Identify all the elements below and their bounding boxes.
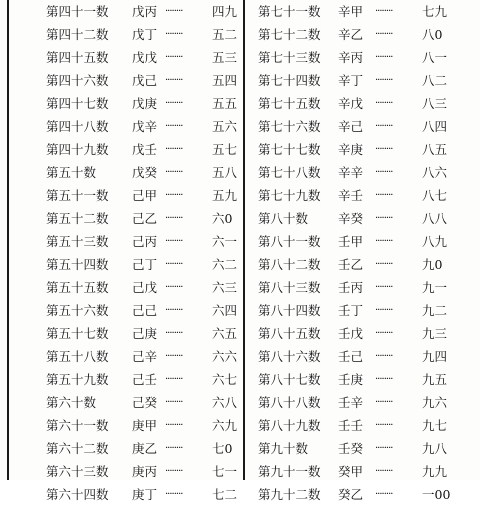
dot-leader: ········ — [165, 167, 183, 178]
left-border-line — [7, 0, 9, 480]
ganzhi-pair: 戊丙 — [132, 4, 158, 19]
table-row — [258, 437, 458, 460]
ganzhi-pair: 壬壬 — [338, 418, 364, 433]
ganzhi-pair: 壬甲 — [338, 234, 364, 249]
ganzhi-pair: 戊己 — [132, 73, 158, 88]
dot-leader: ········ — [375, 259, 393, 270]
table-row — [46, 161, 276, 184]
dot-leader: ········ — [375, 121, 393, 132]
dot-leader: ········ — [375, 6, 393, 17]
value-number: 五二 — [212, 27, 238, 42]
table-row — [258, 299, 458, 322]
dot-leader: ········ — [165, 98, 183, 109]
value-number: 六五 — [212, 326, 238, 341]
dot-leader: ········ — [165, 328, 183, 339]
dot-leader: ········ — [375, 282, 393, 293]
ganzhi-pair: 癸甲 — [338, 464, 364, 479]
value-number: 九八 — [422, 441, 448, 456]
table-row — [46, 414, 276, 437]
value-number: 九0 — [422, 257, 443, 272]
ganzhi-pair: 壬丙 — [338, 280, 364, 295]
value-number: 八八 — [422, 211, 448, 226]
table-row — [258, 184, 458, 207]
number-label: 第八十三数 — [258, 280, 321, 295]
number-label: 第五十三数 — [46, 234, 109, 249]
number-label: 第六十三数 — [46, 464, 109, 479]
number-label: 第七十八数 — [258, 165, 321, 180]
left-column — [46, 0, 276, 506]
ganzhi-pair: 壬丁 — [338, 303, 364, 318]
number-label: 第四十二数 — [46, 27, 109, 42]
value-number: 八三 — [422, 96, 448, 111]
ganzhi-pair: 辛壬 — [338, 188, 364, 203]
ganzhi-pair: 壬戊 — [338, 326, 364, 341]
number-label: 第五十四数 — [46, 257, 109, 272]
value-number: 七一 — [212, 464, 238, 479]
value-number: 九七 — [422, 418, 448, 433]
value-number: 八二 — [422, 73, 448, 88]
ganzhi-pair: 壬庚 — [338, 372, 364, 387]
number-label: 第四十一数 — [46, 4, 109, 19]
table-row — [46, 483, 276, 506]
dot-leader: ········ — [165, 75, 183, 86]
dot-leader: ········ — [165, 374, 183, 385]
number-label: 第七十六数 — [258, 119, 321, 134]
number-label: 第九十数 — [258, 441, 309, 456]
dot-leader: ········ — [375, 489, 393, 500]
dot-leader: ········ — [375, 213, 393, 224]
table-row — [46, 276, 276, 299]
table-row — [258, 115, 458, 138]
number-label: 第八十九数 — [258, 418, 321, 433]
dot-leader: ········ — [165, 259, 183, 270]
dot-leader: ········ — [375, 52, 393, 63]
value-number: 八六 — [422, 165, 448, 180]
number-label: 第七十二数 — [258, 27, 321, 42]
dot-leader: ········ — [165, 121, 183, 132]
dot-leader: ········ — [165, 443, 183, 454]
table-row — [258, 322, 458, 345]
table-row — [258, 391, 458, 414]
table-row — [258, 23, 458, 46]
table-row — [46, 138, 276, 161]
dot-leader: ········ — [375, 328, 393, 339]
value-number: 九二 — [422, 303, 448, 318]
ganzhi-pair: 辛乙 — [338, 27, 364, 42]
number-label: 第五十八数 — [46, 349, 109, 364]
ganzhi-pair: 己丁 — [132, 257, 158, 272]
value-number: 六0 — [212, 211, 233, 226]
ganzhi-pair: 癸乙 — [338, 487, 364, 502]
ganzhi-pair: 辛己 — [338, 119, 364, 134]
value-number: 八九 — [422, 234, 448, 249]
number-label: 第九十一数 — [258, 464, 321, 479]
ganzhi-pair: 己己 — [132, 303, 158, 318]
number-label: 第八十四数 — [258, 303, 321, 318]
dot-leader: ········ — [165, 466, 183, 477]
ganzhi-pair: 辛丁 — [338, 73, 364, 88]
ganzhi-pair: 壬辛 — [338, 395, 364, 410]
table-row — [46, 46, 276, 69]
value-number: 九三 — [422, 326, 448, 341]
table-row — [46, 437, 276, 460]
number-label: 第七十七数 — [258, 142, 321, 157]
number-label: 第四十七数 — [46, 96, 109, 111]
table-row — [46, 0, 276, 23]
ganzhi-pair: 庚甲 — [132, 418, 158, 433]
ganzhi-pair: 戊癸 — [132, 165, 158, 180]
ganzhi-pair: 己辛 — [132, 349, 158, 364]
dot-leader: ········ — [165, 397, 183, 408]
ganzhi-pair: 戊辛 — [132, 119, 158, 134]
number-label: 第四十六数 — [46, 73, 109, 88]
table-row — [46, 299, 276, 322]
dot-leader: ········ — [165, 420, 183, 431]
number-label: 第五十一数 — [46, 188, 109, 203]
value-number: 九九 — [422, 464, 448, 479]
ganzhi-pair: 辛癸 — [338, 211, 364, 226]
number-label: 第六十二数 — [46, 441, 109, 456]
ganzhi-pair: 戊庚 — [132, 96, 158, 111]
ganzhi-pair: 壬乙 — [338, 257, 364, 272]
value-number: 七0 — [212, 441, 233, 456]
value-number: 五七 — [212, 142, 238, 157]
value-number: 五五 — [212, 96, 238, 111]
number-label: 第八十六数 — [258, 349, 321, 364]
dot-leader: ········ — [165, 236, 183, 247]
table-row — [46, 345, 276, 368]
table-row — [258, 483, 458, 506]
table-row — [46, 69, 276, 92]
number-label: 第七十一数 — [258, 4, 321, 19]
ganzhi-pair: 己壬 — [132, 372, 158, 387]
number-label: 第八十数 — [258, 211, 309, 226]
ganzhi-pair: 辛丙 — [338, 50, 364, 65]
value-number: 九四 — [422, 349, 448, 364]
table-row — [258, 92, 458, 115]
value-number: 四九 — [212, 4, 238, 19]
table-row — [258, 69, 458, 92]
ganzhi-pair: 壬癸 — [338, 441, 364, 456]
ganzhi-pair: 辛甲 — [338, 4, 364, 19]
value-number: 六二 — [212, 257, 238, 272]
value-number: 五九 — [212, 188, 238, 203]
value-number: 六六 — [212, 349, 238, 364]
ganzhi-pair: 壬己 — [338, 349, 364, 364]
value-number: 六七 — [212, 372, 238, 387]
value-number: 七九 — [422, 4, 448, 19]
value-number: 五四 — [212, 73, 238, 88]
ganzhi-pair: 庚丙 — [132, 464, 158, 479]
number-label: 第九十二数 — [258, 487, 321, 502]
number-label: 第五十六数 — [46, 303, 109, 318]
dot-leader: ········ — [375, 167, 393, 178]
number-label: 第六十四数 — [46, 487, 109, 502]
dot-leader: ········ — [165, 282, 183, 293]
value-number: 九一 — [422, 280, 448, 295]
ganzhi-pair: 己乙 — [132, 211, 158, 226]
table-row — [258, 414, 458, 437]
number-label: 第七十三数 — [258, 50, 321, 65]
number-label: 第八十二数 — [258, 257, 321, 272]
table-row — [46, 230, 276, 253]
ganzhi-pair: 戊壬 — [132, 142, 158, 157]
dot-leader: ········ — [165, 144, 183, 155]
ganzhi-pair: 己庚 — [132, 326, 158, 341]
value-number: 六三 — [212, 280, 238, 295]
value-number: 九六 — [422, 395, 448, 410]
value-number: 六八 — [212, 395, 238, 410]
number-label: 第八十七数 — [258, 372, 321, 387]
dot-leader: ········ — [375, 144, 393, 155]
table-row — [258, 460, 458, 483]
ganzhi-pair: 己戊 — [132, 280, 158, 295]
table-row — [46, 92, 276, 115]
dot-leader: ········ — [375, 190, 393, 201]
value-number: 五三 — [212, 50, 238, 65]
value-number: 八四 — [422, 119, 448, 134]
dot-leader: ········ — [375, 75, 393, 86]
dot-leader: ········ — [375, 374, 393, 385]
number-label: 第四十五数 — [46, 50, 109, 65]
number-label: 第七十五数 — [258, 96, 321, 111]
table-row — [258, 368, 458, 391]
number-label: 第六十数 — [46, 395, 97, 410]
value-number: 五六 — [212, 119, 238, 134]
table-row — [258, 138, 458, 161]
table-row — [46, 368, 276, 391]
dot-leader: ········ — [375, 305, 393, 316]
value-number: 六四 — [212, 303, 238, 318]
dot-leader: ········ — [375, 443, 393, 454]
dot-leader: ········ — [375, 420, 393, 431]
dot-leader: ········ — [165, 213, 183, 224]
dot-leader: ········ — [165, 305, 183, 316]
dot-leader: ········ — [165, 489, 183, 500]
value-number: 九五 — [422, 372, 448, 387]
table-row — [258, 161, 458, 184]
number-label: 第五十九数 — [46, 372, 109, 387]
number-label: 第八十五数 — [258, 326, 321, 341]
ganzhi-pair: 戊戊 — [132, 50, 158, 65]
dot-leader: ········ — [375, 29, 393, 40]
dot-leader: ········ — [375, 351, 393, 362]
ganzhi-pair: 庚乙 — [132, 441, 158, 456]
ganzhi-pair: 辛戊 — [338, 96, 364, 111]
table-row — [46, 253, 276, 276]
table-row — [258, 345, 458, 368]
number-label: 第五十五数 — [46, 280, 109, 295]
right-column — [258, 0, 458, 506]
ganzhi-pair: 戊丁 — [132, 27, 158, 42]
ganzhi-pair: 己甲 — [132, 188, 158, 203]
number-label: 第五十二数 — [46, 211, 109, 226]
table-row — [46, 23, 276, 46]
number-label: 第四十九数 — [46, 142, 109, 157]
table-row — [258, 46, 458, 69]
value-number: 五八 — [212, 165, 238, 180]
table-row — [46, 184, 276, 207]
ganzhi-pair: 己癸 — [132, 395, 158, 410]
number-label: 第七十四数 — [258, 73, 321, 88]
table-row — [46, 391, 276, 414]
table-row — [258, 276, 458, 299]
dot-leader: ········ — [165, 52, 183, 63]
number-label: 第四十八数 — [46, 119, 109, 134]
table-row — [46, 115, 276, 138]
value-number: 八一 — [422, 50, 448, 65]
dot-leader: ········ — [375, 98, 393, 109]
dot-leader: ········ — [165, 29, 183, 40]
dot-leader: ········ — [375, 466, 393, 477]
number-label: 第五十七数 — [46, 326, 109, 341]
table-row — [46, 322, 276, 345]
dot-leader: ········ — [375, 397, 393, 408]
ganzhi-pair: 庚丁 — [132, 487, 158, 502]
value-number: 七二 — [212, 487, 238, 502]
value-number: 六一 — [212, 234, 238, 249]
value-number: 八五 — [422, 142, 448, 157]
value-number: 六九 — [212, 418, 238, 433]
dot-leader: ········ — [165, 351, 183, 362]
number-label: 第七十九数 — [258, 188, 321, 203]
dot-leader: ········ — [165, 6, 183, 17]
table-row — [46, 460, 276, 483]
table-row — [46, 207, 276, 230]
table-row — [258, 253, 458, 276]
table-row — [258, 207, 458, 230]
value-number: 八0 — [422, 27, 443, 42]
number-label: 第八十一数 — [258, 234, 321, 249]
number-label: 第八十八数 — [258, 395, 321, 410]
number-label: 第六十一数 — [46, 418, 109, 433]
dot-leader: ········ — [375, 236, 393, 247]
ganzhi-pair: 辛庚 — [338, 142, 364, 157]
ganzhi-pair: 辛辛 — [338, 165, 364, 180]
table-row — [258, 230, 458, 253]
dot-leader: ········ — [165, 190, 183, 201]
number-label: 第五十数 — [46, 165, 97, 180]
ganzhi-pair: 己丙 — [132, 234, 158, 249]
value-number: 八七 — [422, 188, 448, 203]
table-row — [258, 0, 458, 23]
value-number: 一00 — [422, 487, 451, 502]
